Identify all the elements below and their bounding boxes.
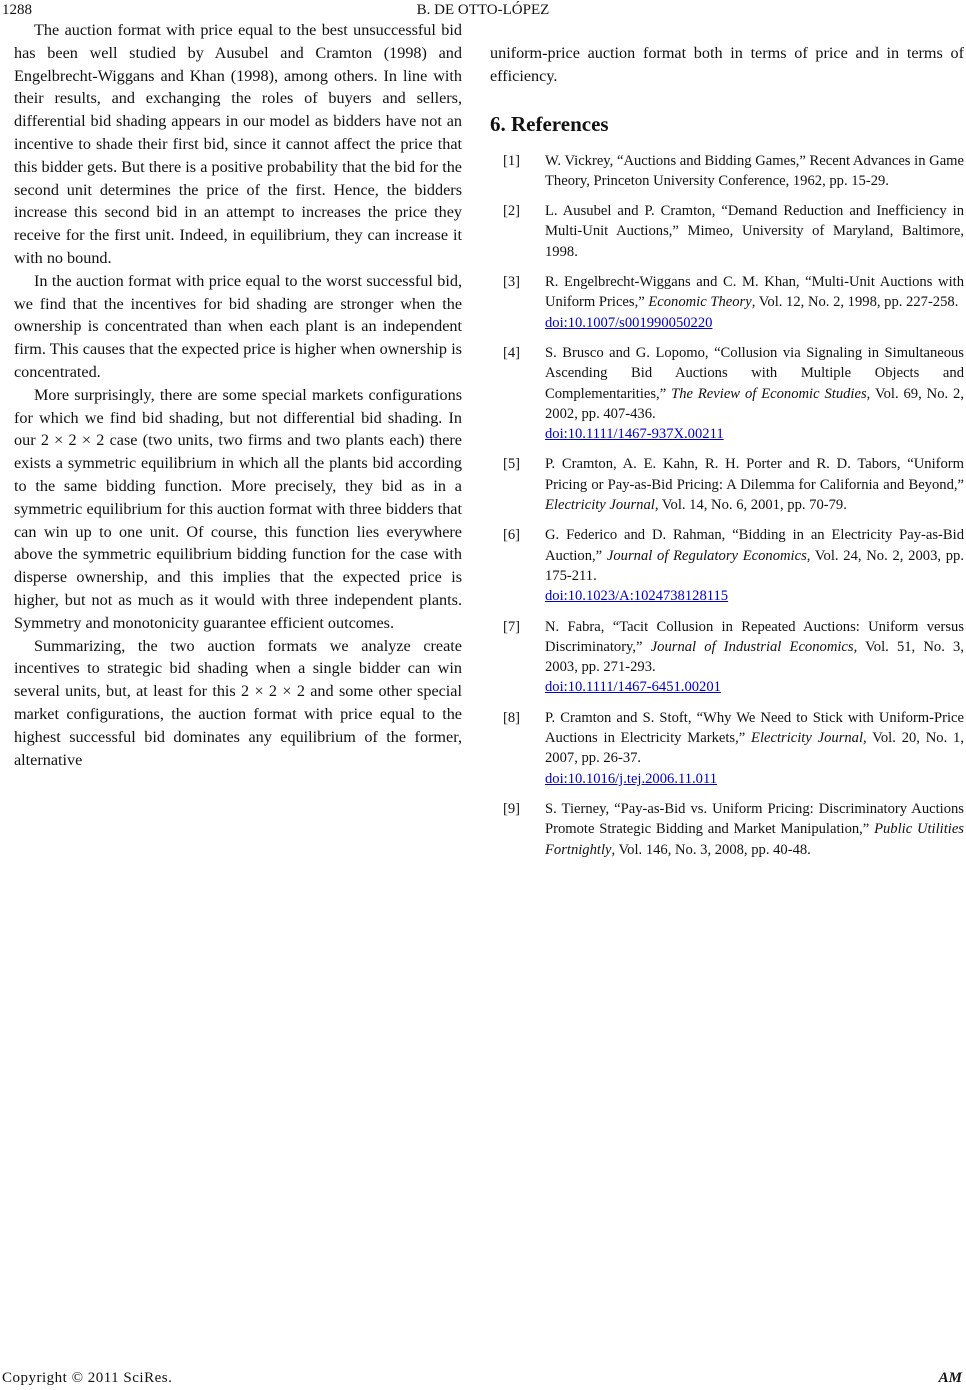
reference-journal-title: Electricity Journal [545,497,655,514]
reference-number: [3] [503,274,521,291]
copyright-notice: Copyright © 2011 SciRes. [2,1370,173,1386]
paragraph: Summarizing, the two auction formats we analyze create incentives to strategic bid shading when a single bidder can win several units, but, at least for this 2 × 2 × 2 and some other special market configurations, the auction format with price equal to the highest successful bid dominates any equilibrium of the former, alternative [14,636,462,769]
reference-text: , Vol. 51, No. 3, 2003, pp. 271-293. [545,638,964,676]
reference-item [490,201,964,262]
reference-text: , Vol. 12, No. 2, 1998, pp. 227-258. [751,294,959,311]
reference-text: , Vol. 20, No. 1, 2007, pp. 26-37. [545,730,964,767]
reference-text: , Vol. 24, No. 2, 2003, pp. 175-211. [545,547,964,584]
reference-text: W. Vickrey, “Auctions and Bidding Games,” Recent Advances in Game Theory, Princeton University Conference, 1962, pp. 15-29. [545,152,964,189]
reference-number: [7] [503,618,521,635]
reference-text: S. Tierney, “Pay-as-Bid vs. Uniform Pricing: Discriminatory Auctions Promote Strategic Bidding and Market Manipulation,” [545,800,964,838]
doi-link[interactable]: doi:10.1111/1467-937X.00211 [545,426,724,443]
reference-text: P. Cramton, A. E. Kahn, R. H. Porter and R. D. Tabors, “Uniform Pricing or Pay-as-Bid Pricing: A Dilemma for California and Beyond,” [545,456,964,493]
reference-item [490,525,964,606]
reference-number: [5] [503,456,521,473]
doi-link[interactable]: doi:10.1007/s001990050220 [545,314,713,331]
doi-link[interactable]: doi:10.1023/A:1024738128115 [545,588,729,605]
reference-journal-title: Economic Theory [648,294,752,311]
reference-item [490,708,964,789]
section-heading-references: 6. References [490,111,609,136]
left-column [14,19,462,771]
reference-text: L. Ausubel and P. Cramton, “Demand Reduction and Inefficiency in Multi-Unit Auctions,” Mimeo, University of Maryland, Baltimore, 1998. [545,203,964,260]
reference-text: N. Fabra, “Tacit Collusion in Repeated Auctions: Uniform versus Discriminatory,” [545,618,964,655]
reference-journal-title: Journal of Regulatory Economics [606,547,807,564]
paragraph-continuation: uniform-price auction format both in terms of price and in terms of efficiency. [490,44,964,85]
reference-number: [6] [503,527,521,544]
reference-text: , Vol. 146, No. 3, 2008, pp. 40-48. [611,841,811,858]
reference-number: [2] [503,203,521,220]
reference-journal-title: Electricity Journal [751,730,864,747]
journal-abbreviation: AM [938,1370,962,1386]
reference-text: G. Federico and D. Rahman, “Bidding in an Electricity Pay-as-Bid Auction,” [545,527,964,564]
reference-number: [9] [503,800,521,817]
reference-journal-title: Public Utilities Fortnightly [545,821,964,858]
reference-text: , Vol. 14, No. 6, 2001, pp. 70-79. [654,497,847,514]
reference-item [490,272,964,333]
reference-journal-title: The Review of Economic Studies [671,385,867,402]
paragraph: More surprisingly, there are some special markets configurations for which we find bid shading, but not differential bid shading. In our 2 × 2 × 2 case (two units, two firms and two plants each) there exists a symmetric equilibrium in which all the plants bid according to the same bidding function. More precisely, they bid as in a symmetric equilibrium for this auction format with three bidders that can win up to one unit. Of course, this function lies everywhere above the symmetric equilibrium bidding function for the case with disperse ownership, and this implies that the expected price is higher, but not as much as it would with three independent plants. Symmetry and monotonicity guarantee efficient outcomes. [14,385,462,632]
reference-number: [8] [503,709,521,726]
reference-list [490,151,964,860]
reference-item [490,454,964,515]
reference-number: [4] [503,344,521,361]
running-header-author: B. DE OTTO-LÓPEZ [416,2,550,18]
reference-text: P. Cramton and S. Stoft, “Why We Need to Stick with Uniform-Price Auctions in Electricity Markets,” [545,709,964,747]
paragraph: The auction format with price equal to the best unsuccessful bid has been well studied by Ausubel and Cramton (1998) and Engelbrecht-Wiggans and Khan (1998), among others. In line with their results, and exchanging the roles of buyers and sellers, differential bid shading appears in our model as bidders have not an incentive to shade their first bid, since it cannot affect the price that this bidder gets. But there is a positive probability that the bid for the second unit determines the price of the first. Hence, the bidders increase this second bid in an attempt to increases the price they receive for the first unit. Indeed, in equilibrium, they can increase it with no bound. [14,21,462,267]
reference-text: , Vol. 69, No. 2, 2002, pp. 407-436. [545,385,965,422]
reference-number: [1] [503,152,521,169]
reference-item [490,151,964,192]
reference-item [490,799,964,860]
doi-link[interactable]: doi:10.1111/1467-6451.00201 [545,679,721,696]
reference-journal-title: Journal of Industrial Economics [650,638,854,655]
right-column [490,42,964,870]
reference-text: R. Engelbrecht-Wiggans and C. M. Khan, “Multi-Unit Auctions with Uniform Prices,” [545,274,964,311]
doi-link[interactable]: doi:10.1016/j.tej.2006.11.011 [545,770,718,787]
reference-item [490,343,964,444]
reference-text: S. Brusco and G. Lopomo, “Collusion via Signaling in Simultaneous Ascending Bid Auctions with Multiple Objects and Complementarities,” [545,344,964,402]
reference-item [490,617,964,698]
page-number: 1288 [2,2,32,18]
paragraph: In the auction format with price equal to the worst successful bid, we find that the incentives for bid shading are stronger when the ownership is concentrated than when each plant is an independent firm. This causes that the expected price is higher when ownership is concentrated. [14,271,462,381]
